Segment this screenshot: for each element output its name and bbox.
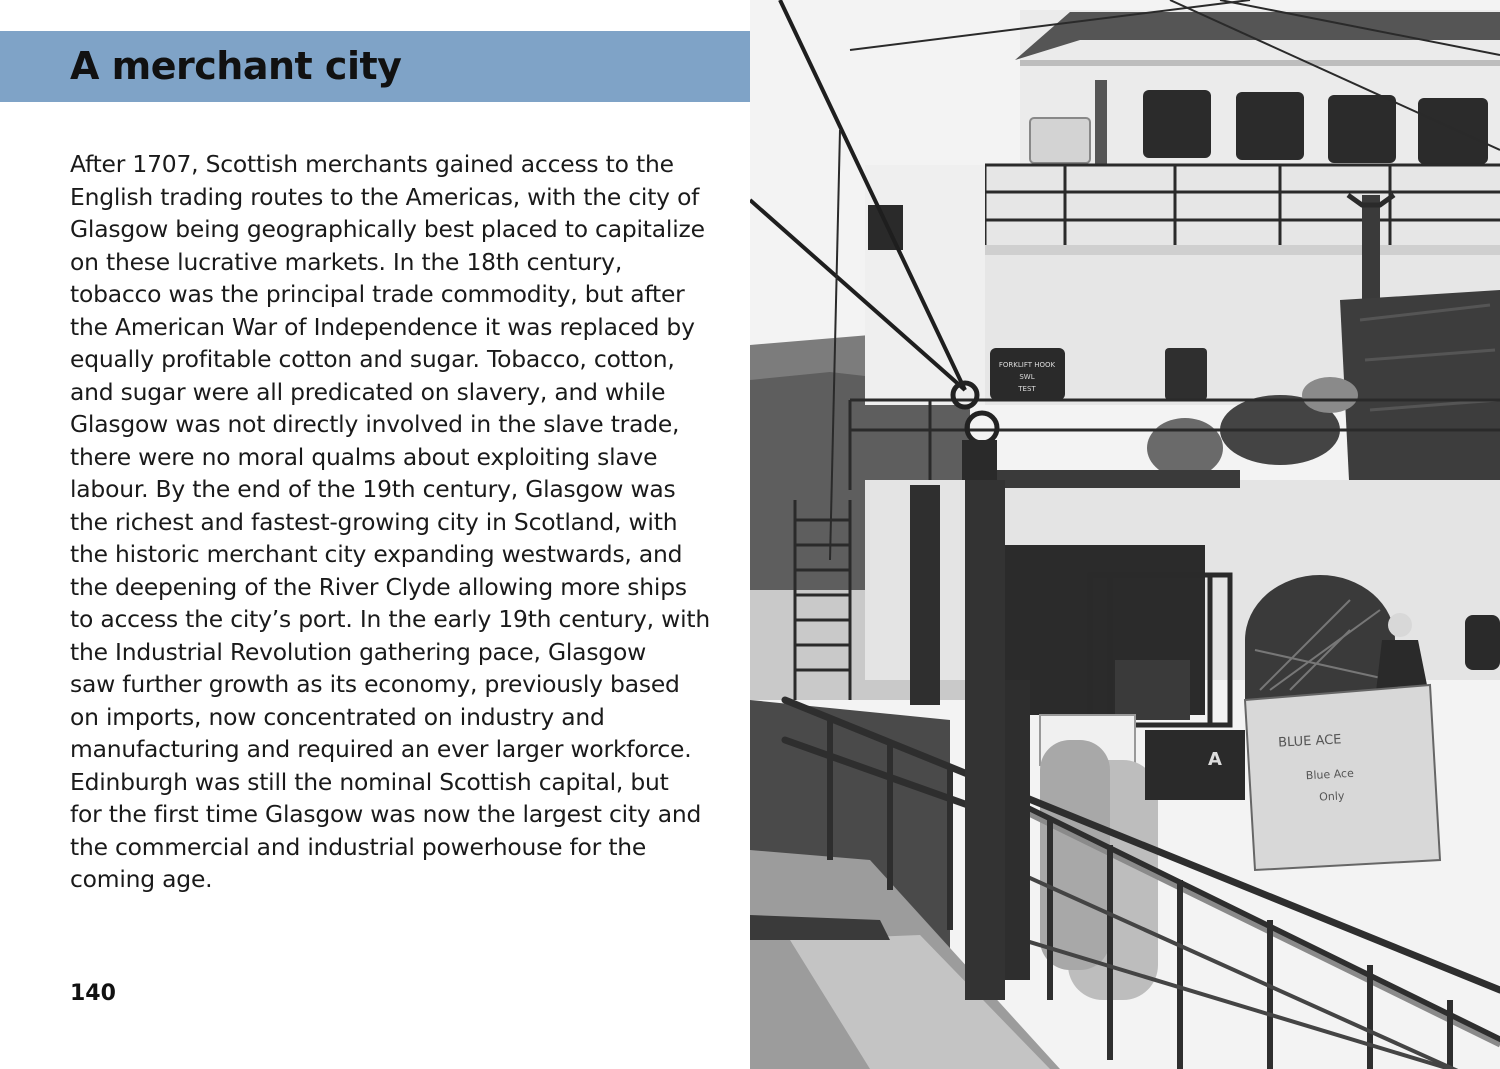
body-text [70,148,710,896]
body-line: Glasgow being geographically best placed to capitalize [70,215,705,243]
body-line: coming age. [70,865,213,893]
body-line: the richest and fastest-growing city in Scotland, with [70,507,678,536]
sign-line-3: TEST [1018,385,1036,393]
crane-post [1005,680,1030,980]
cylinder-letter: A [1208,749,1222,770]
bridge-door [1030,118,1090,163]
sign-line-1: FORKLIFT HOOK [998,361,1056,369]
worker-helmet [1388,613,1412,637]
bridge-window [1418,98,1488,164]
crane-beam [990,470,1240,488]
body-line: for the first time Glasgow was now the largest city and [70,800,702,828]
sign-line-2: SWL [1019,373,1035,381]
body-line: and sugar were all predicated on slavery, and while [70,377,666,406]
body-line: tobacco was the principal trade commodity, but after [70,280,685,308]
body-line: there were no moral qualms about exploiting slave [70,442,658,471]
body-line: equally profitable cotton and sugar. Tobacco, cotton, [70,345,675,373]
crate-text-2: Blue Ace [1305,766,1355,783]
page-title: A merchant city [70,44,402,88]
support-post [910,485,940,705]
body-line: to access the city’s port. In the early 19th century, with [70,605,710,633]
cylinder-label-box [1145,730,1245,800]
buoy [1302,377,1358,413]
body-line: Edinburgh was still the nominal Scottish capital, but [70,767,669,796]
crane-post [965,480,1005,1000]
hook-block [962,440,997,480]
body-line: After 1707, Scottish merchants gained access to the [70,150,674,178]
bridge-column [1095,80,1107,165]
ship-photo [750,0,1500,1069]
body-line: on imports, now concentrated on industry and [70,702,605,731]
side-wall [865,165,985,405]
buoy [1147,418,1223,478]
page-number: 140 [70,981,116,1006]
body-line: the historic merchant city expanding westwards, and [70,540,683,568]
body-line: Glasgow was not directly involved in the slave trade, [70,410,680,438]
body-line: manufacturing and required an ever larger workforce. [70,735,692,763]
ship-photo-illustration [750,0,1500,1069]
crate-text-1: BLUE ACE [1277,732,1342,751]
forklift-seat [1115,660,1190,720]
body-line: the American War of Independence it was replaced by [70,312,695,341]
body-line: English trading routes to the Americas, with the city of [70,182,700,211]
bridge-window [1143,90,1211,158]
vent-box [1165,348,1207,400]
bridge-window [1328,95,1396,163]
crate-text-3: Only [1318,789,1345,804]
bridge-trim [1020,60,1500,66]
lamp-fixture [868,205,903,250]
body-line: labour. By the end of the 19th century, Glasgow was [70,475,676,503]
tarp-cargo [1340,290,1500,500]
body-line: on these lucrative markets. In the 18th century, [70,247,623,276]
porthole [1465,615,1500,670]
body-line: the deepening of the River Clyde allowing more ships [70,572,687,601]
body-line: the commercial and industrial powerhouse for the [70,832,647,861]
body-line: the Industrial Revolution gathering pace, Glasgow [70,637,646,666]
body-line: saw further growth as its economy, previously based [70,670,680,698]
bridge-window [1236,92,1304,160]
